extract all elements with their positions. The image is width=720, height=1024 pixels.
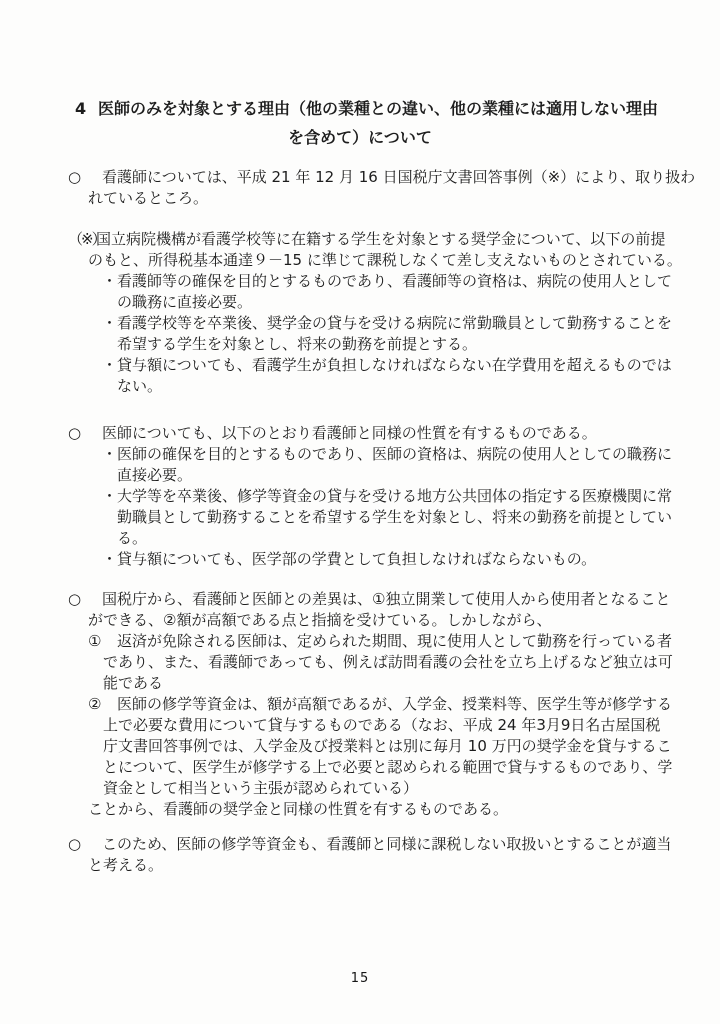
line-text: れているところ。 (88, 189, 209, 207)
text-line (0, 376, 720, 397)
line-text: 国税庁から、看護師と医師との差異は、①独立開業して使用人から使用者となること (102, 590, 671, 608)
line-text: 返済が免除される医師は、定められた期間、現に使用人として勤務を行っている者 (117, 632, 673, 650)
line-text: ・看護学校等を卒業後、奨学金の貸与を受ける病院に常勤職員として勤務することを (102, 314, 673, 332)
text-line (0, 855, 720, 876)
text-line (0, 423, 720, 444)
document-section (0, 589, 720, 820)
text-line (0, 652, 720, 673)
text-line (0, 188, 720, 209)
line-text: であり、また、看護師であっても、例えば訪問看護の会社を立ち上げるなど独立は可 (103, 653, 673, 671)
page-number: 15 (350, 971, 370, 986)
text-line (0, 757, 720, 778)
line-text: ・貸与額についても、看護学生が負担しなければならない在学費用を超えるものでは (102, 356, 672, 374)
text-line (0, 355, 720, 376)
line-text: ことから、看護師の奨学金と同様の性質を有するものである。 (88, 800, 509, 818)
text-line (0, 694, 720, 715)
section-number: 4 (75, 99, 87, 118)
line-text: 希望する学生を対象とし、将来の勤務を前提とする。 (117, 335, 478, 353)
line-text: 庁文書回答事例では、入学金及び授業料とは別に毎月 10 万円の奨学金を貸与するこ (103, 737, 672, 755)
document-section (0, 423, 720, 570)
text-line (0, 549, 720, 570)
section-title-line2: を含めて）について (288, 128, 432, 147)
text-line (0, 250, 720, 271)
text-line (0, 715, 720, 736)
text-line (0, 610, 720, 631)
line-text: 医師の修学等資金は、額が高額であるが、入学金、授業料等、医学生等が修学する (117, 695, 673, 713)
line-text: の職務に直接必要。 (117, 293, 253, 311)
text-line (0, 271, 720, 292)
line-text: 看護師については、平成 21 年 12 月 16 日国税庁文書回答事例（※）により、取り扱わ (102, 168, 696, 186)
text-line (0, 465, 720, 486)
text-line (0, 778, 720, 799)
line-text: 国立病院機構が看護学校等に在籍する学生を対象とする奨学金について、以下の前提 (96, 230, 666, 248)
text-line (0, 334, 720, 355)
text-line (0, 486, 720, 507)
text-line (0, 528, 720, 549)
text-line (0, 631, 720, 652)
text-line (0, 589, 720, 610)
circle-marker: ○ (68, 424, 82, 442)
text-line (0, 292, 720, 313)
document-section (0, 167, 720, 209)
text-line (0, 229, 720, 250)
section-title-line1 (0, 98, 720, 120)
line-text: 直接必要。 (117, 466, 193, 484)
text-line (0, 167, 720, 188)
circle-marker: ○ (68, 835, 82, 853)
text-line (0, 736, 720, 757)
line-text: ・大学等を卒業後、修学等資金の貸与を受ける地方公共団体の指定する医療機関に常 (102, 487, 673, 505)
line-text: る。 (117, 529, 148, 547)
document-body (0, 167, 720, 876)
line-text: 能である (103, 674, 164, 692)
line-text: 医師についても、以下のとおり看護師と同様の性質を有するものである。 (102, 424, 597, 442)
text-line (0, 799, 720, 820)
item-marker: （※） (68, 230, 105, 248)
line-text: ・医師の確保を目的とするものであり、医師の資格は、病院の使用人としての職務に (102, 445, 673, 463)
text-line (0, 834, 720, 855)
item-marker: ① (88, 632, 102, 650)
text-line (0, 507, 720, 528)
line-text: このため、医師の修学等資金も、看護師と同様に課税しない取扱いとすることが適当 (102, 835, 672, 853)
line-text: 勤職員として勤務することを希望する学生を対象とし、将来の勤務を前提としてい (117, 508, 673, 526)
line-text: と考える。 (88, 856, 164, 874)
circle-marker: ○ (68, 590, 82, 608)
line-text: のもと、所得税基本通達９－15 に準じて課税しなくて差し支えないものとされている。 (88, 251, 682, 269)
line-text: ない。 (117, 377, 163, 395)
text-line (0, 313, 720, 334)
document-section (0, 229, 720, 397)
line-text: ができる、②額が高額である点と指摘を受けている。しかしながら、 (88, 611, 552, 629)
item-marker: ② (88, 695, 102, 713)
text-line (0, 673, 720, 694)
line-text: とについて、医学生が修学する上で必要と認められる範囲で貸与するものであり、学 (103, 758, 673, 776)
text-line (0, 444, 720, 465)
line-text: ・貸与額についても、医学部の学費として負担しなければならないもの。 (102, 550, 597, 568)
section-title-text: 医師のみを対象とする理由（他の業種との違い、他の業種には適用しない理由 (98, 99, 659, 118)
line-text: 資金として相当という主張が認められている） (103, 779, 419, 797)
line-text: ・看護師等の確保を目的とするものであり、看護師等の資格は、病院の使用人として (102, 272, 673, 290)
document-section (0, 834, 720, 876)
circle-marker: ○ (68, 168, 82, 186)
line-text: 上で必要な費用について貸与するものである（なお、平成 24 年3月9日名古屋国税 (103, 716, 661, 734)
